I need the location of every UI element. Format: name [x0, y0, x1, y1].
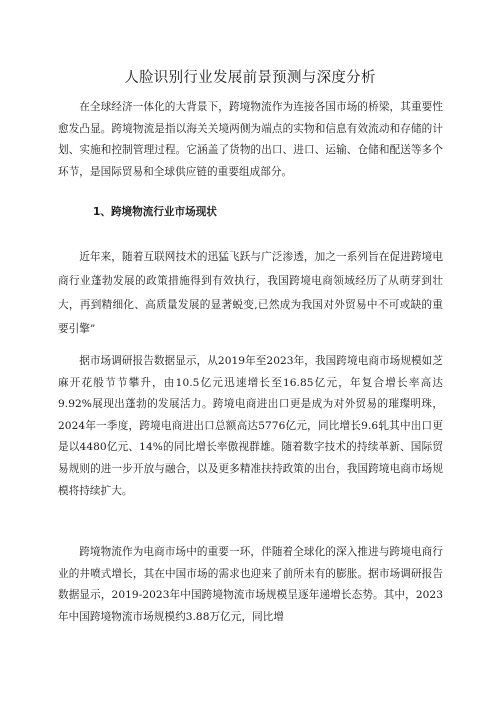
- document-title: 人脸识别行业发展前景预测与深度分析: [124, 70, 376, 86]
- paragraph-intro: 在全球经济一体化的大背景下，跨境物流作为连接各国市场的桥梁，其重要性愈发凸显。跨境物流是指以海关关境两侧为端点的实物和信息有效流动和存储的计划、实施和控制管理过程。它涵盖了货物的出口、进口、运输、仓储和配送等多个环节，是国际贸易和全球供应链的重要组成部分。: [58, 101, 443, 178]
- paragraph-background: 近年来，随着互联网技术的迅猛飞跃与广泛渗透，加之一系列旨在促进跨境电商行业蓬勃发展的政策措施得到有效执行，我国跨境电商领域经历了从萌芽到壮大，再到精细化、高质量发展的显著蜕变,已然成为我国对外贸易中不可或缺的重要引擎”: [58, 251, 443, 335]
- paragraph-logistics: 跨境物流作为电商市场中的重要一环，伴随着全球化的深入推进与跨境电商行业的井喷式增长，其在中国市场的需求也迎来了前所未有的膨胀。据市场调研报告数据显示，2019-2023年中国跨境物流市场规模呈逐年递增长态势。其中，2023年中国跨境物流市场规模约3.88万亿元，同比增: [58, 546, 443, 623]
- section-heading: 1、跨境物流行业市场现状: [93, 206, 217, 218]
- paragraph-market-data: 据市场调研报告数据显示，从2019年至2023年，我国跨境电商市场规模如芝麻开花般节节攀升，由10.5亿元迅速增长至16.85亿元，年复合增长率高达9.92%展现出蓬勃的发展活力。跨境电商进出口更是成为对外贸易的璀璨明珠，2024年一季度，跨境电商进出口总额高达5776亿元，同比增长9.6轧其中出口更是以4480亿元、14%的同比增长率傲视群雄。随着数字技术的持续革新、国际贸易规则的进一步开放与融合，以及更多精准扶持政策的出台，我国跨境电商市场规模将持续扩大。: [58, 355, 443, 497]
